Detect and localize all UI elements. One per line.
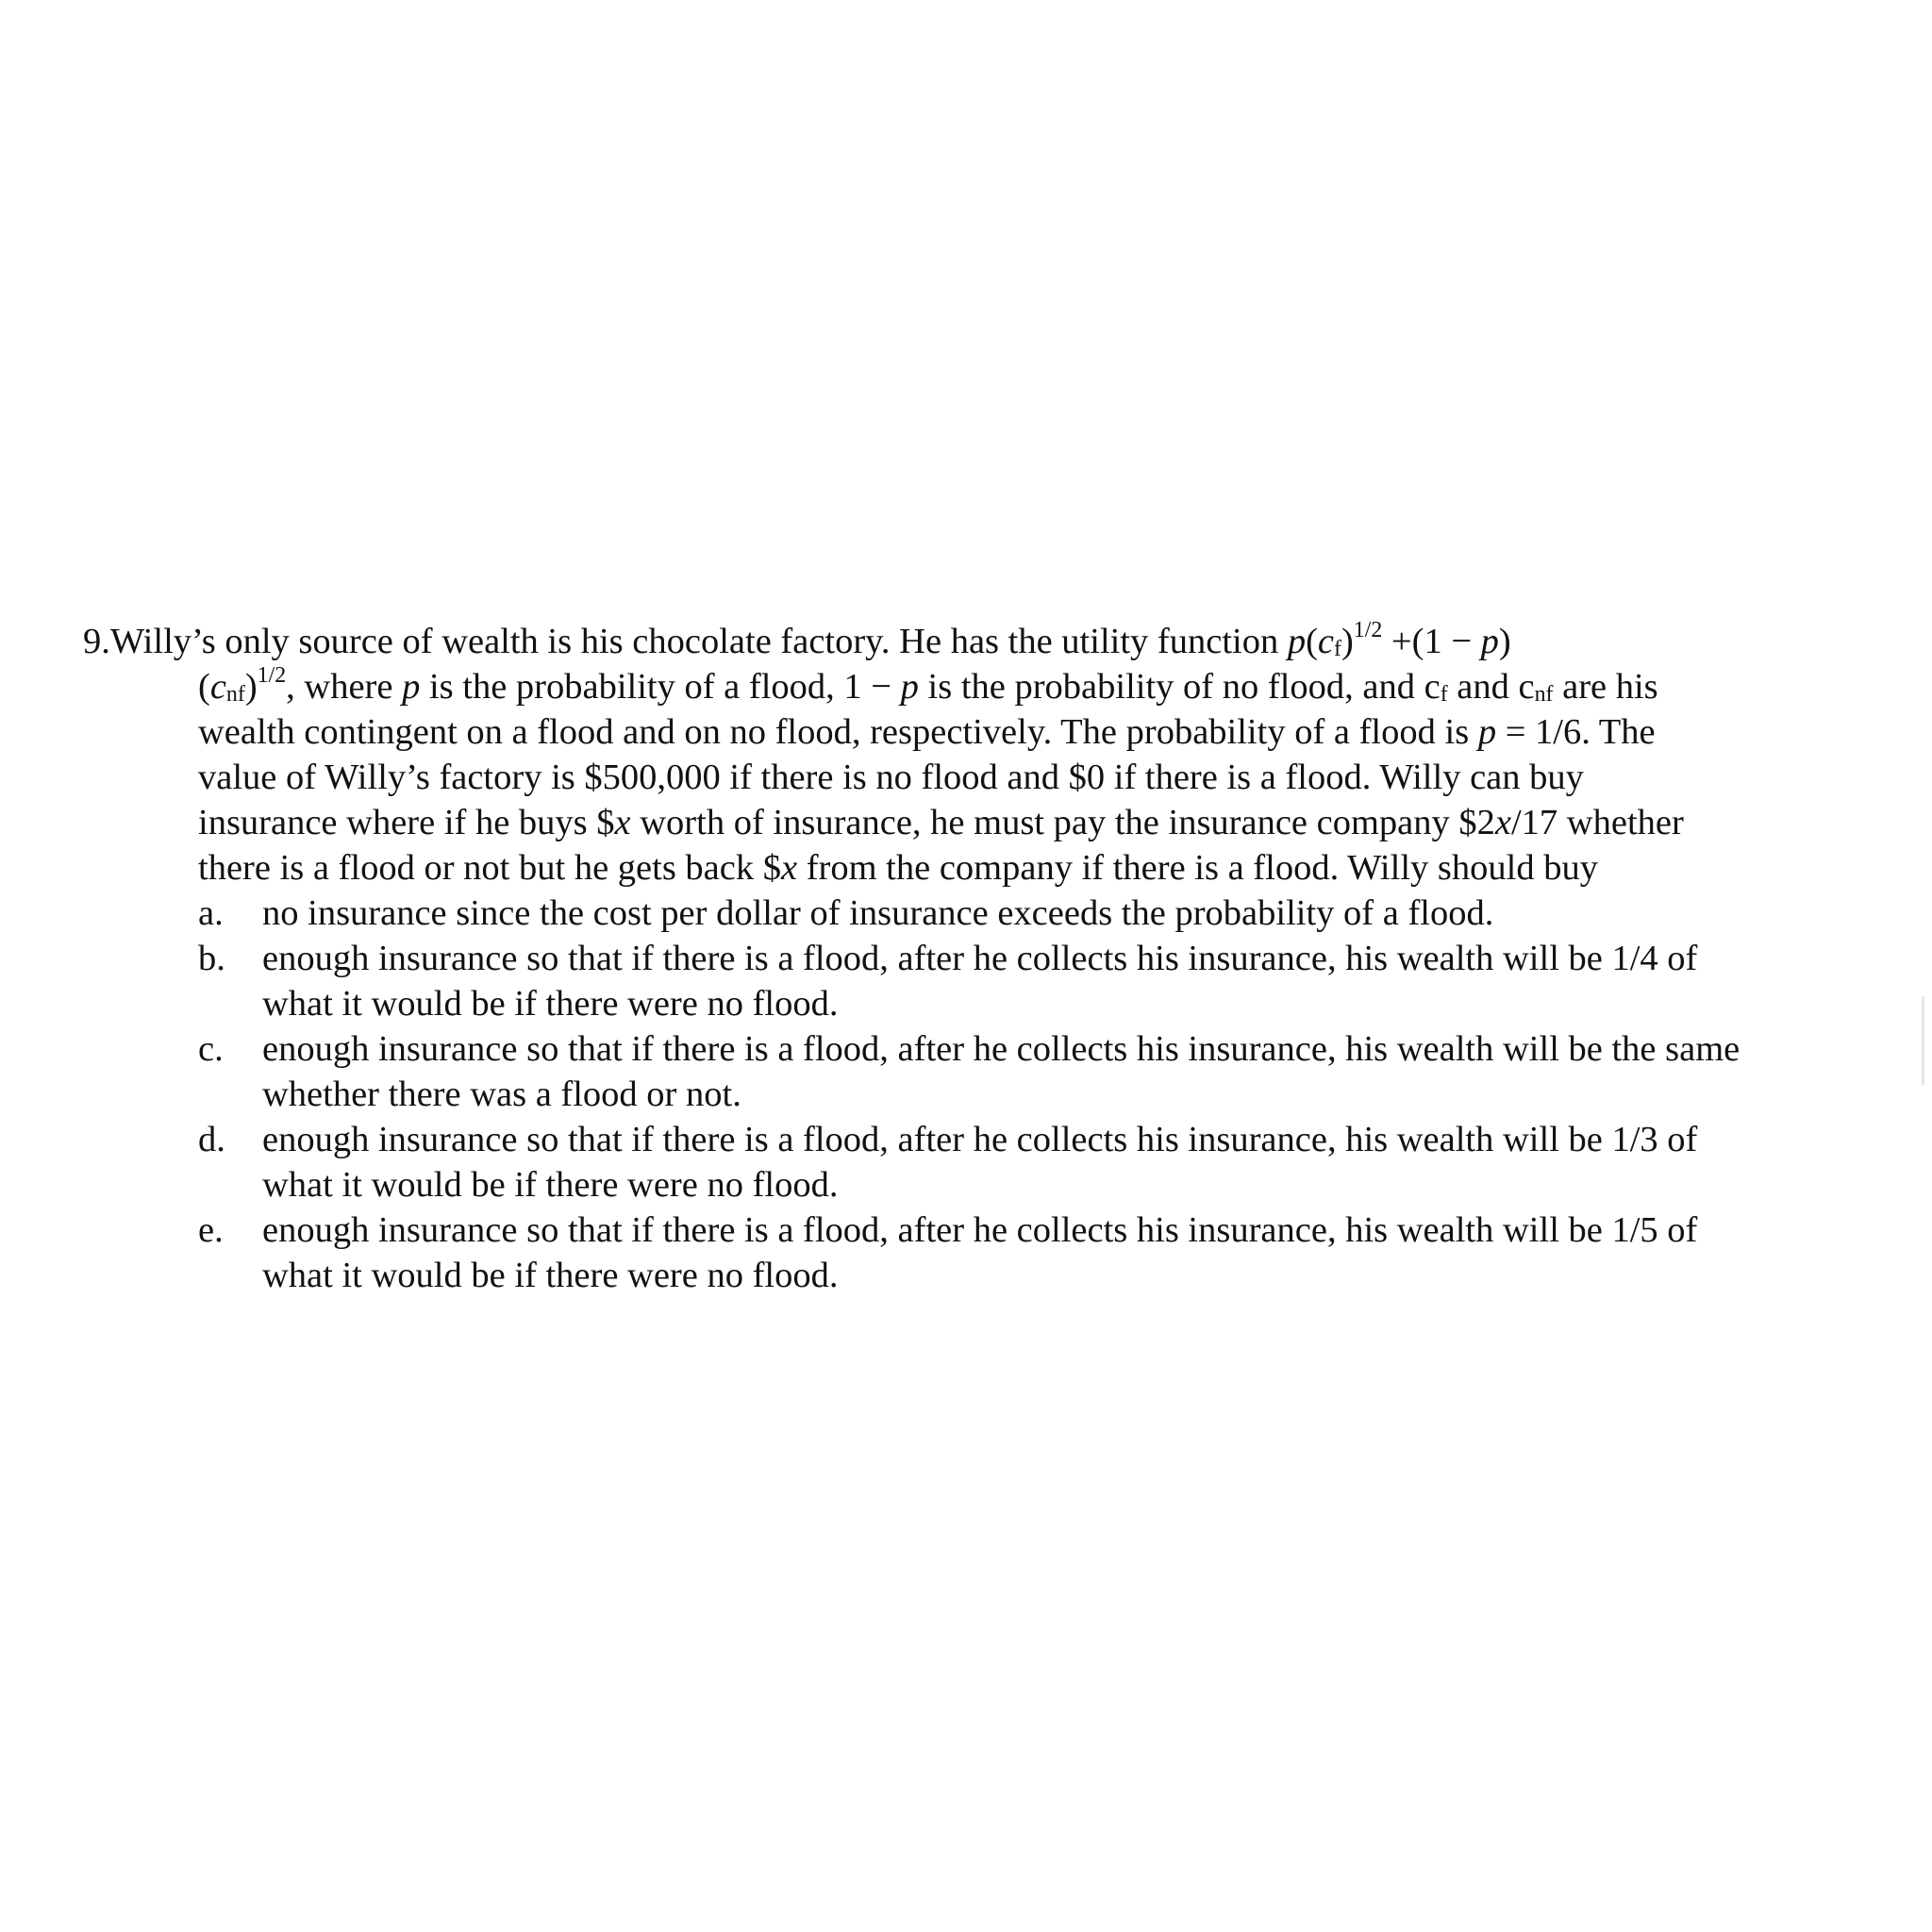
stem-text: value of Willy’s factory is $500,000 if there is no flood and $0 if there is a flood. Willy can buy — [198, 758, 1584, 797]
answer-choice-d[interactable] — [83, 1117, 1753, 1208]
math-subscript-nf: nf — [1534, 681, 1554, 707]
math-exponent: 1/2 — [1353, 617, 1383, 642]
answer-choice-a[interactable] — [83, 891, 1753, 936]
math-var-x: x — [1494, 803, 1511, 842]
answer-choice-b[interactable] — [83, 936, 1753, 1026]
stem-text: wealth contingent on a flood and on no flood, respectively. The probability of a flood is — [198, 712, 1478, 752]
question-number: 9. — [83, 622, 110, 661]
stem-text: insurance where if he buys $ — [198, 803, 615, 842]
stem-text: worth of insurance, he must pay the insurance company $2 — [630, 803, 1495, 842]
scrollbar-thumb[interactable] — [1922, 996, 1924, 1085]
answer-choices — [83, 891, 1857, 1298]
choice-text: enough insurance so that if there is a flood, after he collects his insurance, his wealth will be 1/4 of what it would be if there were no flood. — [262, 939, 1698, 1024]
choice-letter: a. — [198, 893, 224, 933]
choice-text: no insurance since the cost per dollar of insurance exceeds the probability of a flood. — [262, 893, 1494, 933]
math-var-p: p — [900, 667, 919, 707]
choice-text: enough insurance so that if there is a flood, after he collects his insurance, his wealth will be the same whether there was a flood or not. — [262, 1029, 1740, 1114]
math-paren: ) — [1498, 622, 1511, 661]
answer-choice-c[interactable] — [83, 1026, 1753, 1117]
math-paren: ( — [198, 667, 210, 707]
choice-text: enough insurance so that if there is a flood, after he collects his insurance, his wealth will be 1/3 of what it would be if there were no flood. — [262, 1120, 1698, 1205]
answer-choice-e[interactable] — [83, 1208, 1753, 1298]
choice-letter: c. — [198, 1029, 224, 1069]
choice-letter: b. — [198, 939, 225, 978]
stem-text: from the company if there is a flood. Willy should buy — [797, 848, 1598, 888]
math-var-p: p — [1477, 712, 1497, 752]
stem-text: is the probability of a flood, 1 − — [420, 667, 901, 707]
stem-text: Willy’s only source of wealth is his chocolate factory. He has the utility function — [109, 622, 1288, 661]
question-9 — [83, 619, 1857, 1298]
math-subscript-f: f — [1440, 681, 1448, 707]
math-var-p: p — [1287, 622, 1307, 661]
math-subscript-nf: nf — [225, 681, 245, 707]
stem-text: = 1/6. The — [1496, 712, 1656, 752]
math-paren: ( — [1306, 622, 1318, 661]
math-var-c: c — [1317, 622, 1335, 661]
choice-letter: d. — [198, 1120, 225, 1159]
math-exponent: 1/2 — [257, 662, 287, 688]
math-var-p: p — [1480, 622, 1499, 661]
math-var-c: c — [209, 667, 226, 707]
stem-text: are his — [1553, 667, 1658, 707]
stem-text: is the probability of no flood, and c — [918, 667, 1441, 707]
math-subscript-f: f — [1334, 636, 1341, 661]
stem-text: there is a flood or not but he gets back $ — [198, 848, 781, 888]
stem-text: and c — [1447, 667, 1535, 707]
math-text: +(1 − — [1382, 622, 1481, 661]
stem-text: , where — [286, 667, 403, 707]
choice-letter: e. — [198, 1210, 224, 1250]
math-var-x: x — [614, 803, 631, 842]
stem-text: /17 whether — [1510, 803, 1684, 842]
math-paren: ) — [244, 667, 258, 707]
question-stem — [83, 619, 1857, 891]
math-var-x: x — [780, 848, 798, 888]
math-paren: ) — [1341, 622, 1354, 661]
choice-text: enough insurance so that if there is a flood, after he collects his insurance, his wealth will be 1/5 of what it would be if there were no flood. — [262, 1210, 1698, 1295]
math-var-p: p — [402, 667, 421, 707]
